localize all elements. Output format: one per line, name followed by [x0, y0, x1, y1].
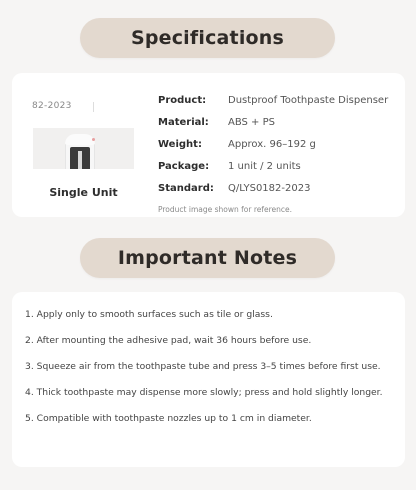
product-image-divider — [93, 102, 94, 112]
note-item: 1. Apply only to smooth surfaces such as tile or glass. — [25, 309, 273, 320]
specifications-heading: Specifications — [130, 27, 285, 49]
specifications-card — [12, 73, 405, 217]
spec-value: 1 unit / 2 units — [228, 161, 301, 172]
important-notes-heading-pill — [80, 238, 335, 278]
dispenser-illustration — [65, 134, 95, 169]
product-image-caption: Single Unit — [49, 186, 118, 199]
note-item: 3. Squeeze air from the toothpaste tube and press 3–5 times before first use. — [25, 361, 381, 372]
note-item: 4. Thick toothpaste may dispense more slowly; press and hold slightly longer. — [25, 387, 383, 398]
spec-value: Approx. 96–192 g — [228, 139, 316, 150]
spec-label: Package: — [158, 161, 210, 172]
spec-label: Material: — [158, 117, 209, 128]
dispenser-indicator-dot — [92, 138, 95, 141]
spec-value: Q/LYS0182-2023 — [228, 183, 311, 194]
dispenser-window — [70, 147, 90, 169]
specifications-heading-pill — [80, 18, 335, 58]
important-notes-card — [12, 292, 405, 467]
spec-value: ABS + PS — [228, 117, 275, 128]
product-image — [33, 128, 134, 169]
note-item: 2. After mounting the adhesive pad, wait 36 hours before use. — [25, 335, 312, 346]
spec-value: Dustproof Toothpaste Dispenser — [228, 95, 389, 106]
spec-label: Product: — [158, 95, 207, 106]
product-image-cut-text: 82-2023 — [32, 101, 72, 111]
note-item: 5. Compatible with toothpaste nozzles up to 1 cm in diameter. — [25, 413, 312, 424]
spec-label: Standard: — [158, 183, 214, 194]
important-notes-heading: Important Notes — [117, 247, 298, 269]
product-image-reference-note: Product image shown for reference. — [158, 205, 293, 214]
spec-label: Weight: — [158, 139, 202, 150]
